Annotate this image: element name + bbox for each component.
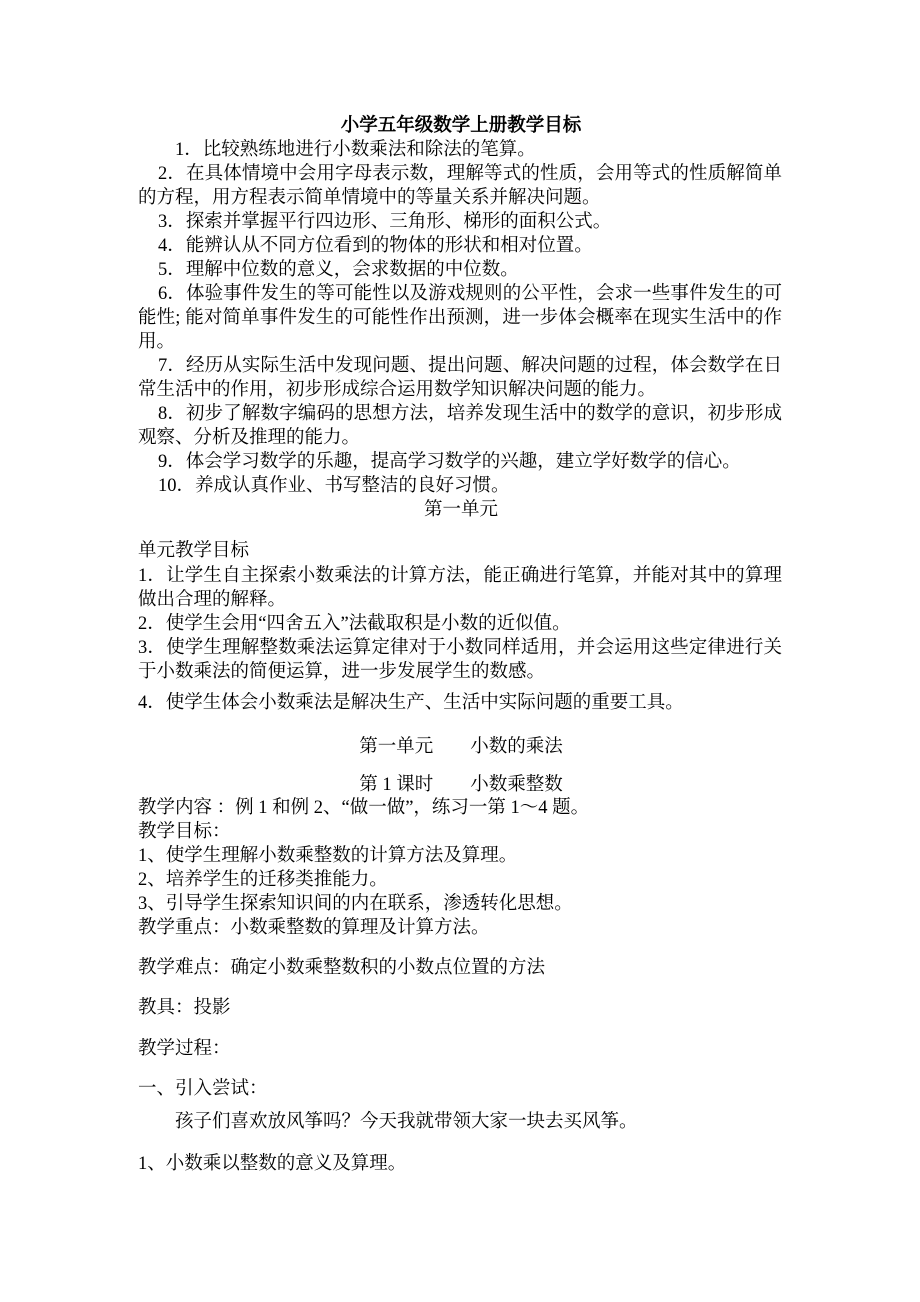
intro-paragraph: 孩子们喜欢放风筝吗？今天我就带领大家一块去买风筝。	[175, 1112, 638, 1132]
unit-goal-item: 1．让学生自主探索小数乘法的计算方法，能正确进行笔算，并能对其中的算理	[138, 566, 782, 586]
goal-item-cont: 能性; 能对简单事件发生的可能性作出预测，进一步体会概率在现实生活中的作	[138, 308, 782, 328]
lesson-content: 教学内容 ：例 1 和例 2、“做一做”，练习一第 1～4 题。	[138, 798, 590, 818]
unit-heading: 第一单元	[423, 500, 498, 520]
lesson-goal-item: 2、培养学生的迁移类推能力。	[138, 870, 388, 890]
lesson-heading: 第 1 课时 小数乘整数	[359, 775, 563, 795]
goal-item-cont: 观察、分析及推理的能力。	[138, 428, 361, 448]
teaching-aids: 教具：投影	[138, 998, 231, 1018]
unit-goal-item-cont: 做出合理的解释。	[138, 590, 287, 610]
goal-item: 5．理解中位数的意义，会求数据的中位数。	[158, 260, 519, 280]
goal-item-cont: 常生活中的作用，初步形成综合运用数学知识解决问题的能力。	[138, 380, 657, 400]
key-point: 教学重点：小数乘整数的算理及计算方法。	[138, 918, 490, 938]
section-label: 教学目标：	[138, 822, 231, 842]
lesson-goal-item: 3、引导学生探索知识间的内在联系，渗透转化思想。	[138, 894, 573, 914]
goal-item-cont: 用。	[138, 332, 176, 352]
goal-item-cont: 的方程，用方程表示简单情境中的等量关系并解决问题。	[138, 188, 601, 208]
subsection-label: 一、引入尝试：	[138, 1079, 268, 1099]
goal-item: 1．比较熟练地进行小数乘法和除法的笔算。	[175, 140, 536, 160]
goal-item: 6．体验事件发生的等可能性以及游戏规则的公平性，会求一些事件发生的可	[158, 284, 782, 304]
subsection-label: 1、小数乘以整数的意义及算理。	[138, 1154, 407, 1174]
lesson-goal-item: 1、使学生理解小数乘整数的计算方法及算理。	[138, 846, 518, 866]
goal-item: 9．体会学习数学的乐趣，提高学习数学的兴趣，建立学好数学的信心。	[158, 452, 741, 472]
goal-item: 3．探索并掌握平行四边形、三角形、梯形的面积公式。	[158, 212, 612, 232]
chapter-heading: 第一单元 小数的乘法	[359, 737, 563, 757]
goal-item: 10．养成认真作业、书写整洁的良好习惯。	[158, 476, 510, 496]
document-title: 小学五年级数学上册教学目标	[340, 116, 582, 136]
unit-goal-item: 3．使学生理解整数乘法运算定律对于小数同样适用，并会运用这些定律进行关	[138, 638, 782, 658]
goal-item: 8．初步了解数字编码的思想方法，培养发现生活中的数学的意识，初步形成	[158, 404, 782, 424]
difficult-point: 教学难点：确定小数乘整数积的小数点位置的方法	[138, 958, 546, 978]
goal-item: 4．能辨认从不同方位看到的物体的形状和相对位置。	[158, 236, 593, 256]
section-label: 教学过程：	[138, 1039, 231, 1059]
unit-goal-item: 4．使学生体会小数乘法是解决生产、生活中实际问题的重要工具。	[138, 693, 684, 713]
goal-item: 7．经历从实际生活中发现问题、提出问题、解决问题的过程，体会数学在日	[158, 356, 782, 376]
unit-goal-item: 2．使学生会用“四舍五入”法截取积是小数的近似值。	[138, 614, 571, 634]
section-label: 单元教学目标	[138, 541, 250, 561]
unit-goal-item-cont: 于小数乘法的简便运算，进一步发展学生的数感。	[138, 662, 546, 682]
goal-item: 2．在具体情境中会用字母表示数，理解等式的性质，会用等式的性质解简单	[158, 164, 782, 184]
